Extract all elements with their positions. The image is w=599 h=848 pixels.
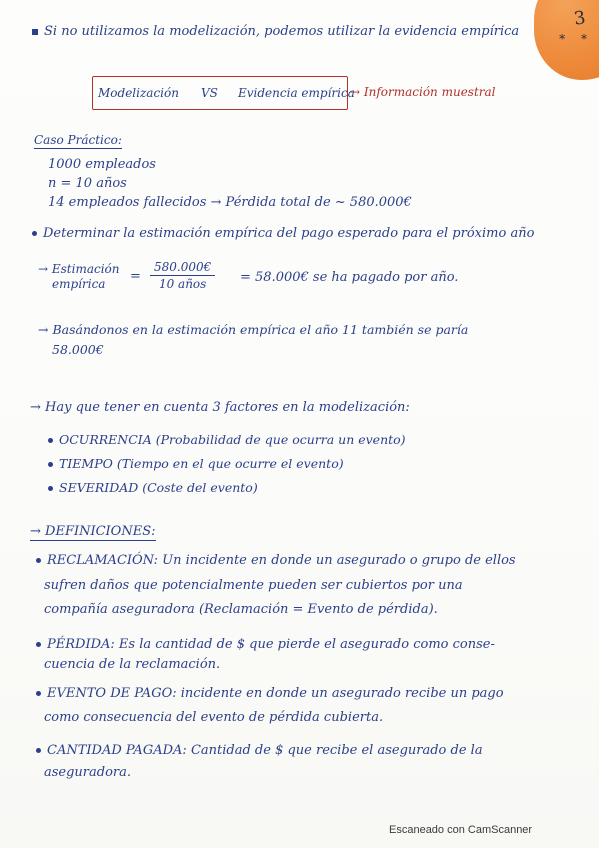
bullet-icon [36,691,41,696]
definition-term: PÉRDIDA: [47,637,115,652]
factor-text: OCURRENCIA (Probabilidad de que ocurra un evento) [59,432,406,447]
definition-4-line-2: aseguradora. [44,765,132,780]
intro-line [32,24,519,39]
page-marker: 3 [572,7,587,30]
bullet-icon [36,558,41,563]
definition-text: Un incidente en donde un asegurado o grupo de ellos [162,553,516,568]
definition-term: EVENTO DE PAGO: [47,686,177,701]
bullet-icon [36,748,41,753]
bullet-icon [32,231,37,236]
factor-item-3 [48,480,258,495]
case-line-3: 14 empleados fallecidos → Pérdida total de ~ 580.000€ [48,195,412,210]
scanner-watermark: Escaneado con CamScanner [389,824,533,836]
case-heading-text: Caso Práctico: [34,133,122,147]
factor-item-2 [48,456,344,471]
conclusion-line-1: → Basándonos en la estimación empírica el año 11 también se paría [38,322,469,337]
factor-item-1 [48,432,406,447]
definition-term: CANTIDAD PAGADA: [47,743,187,758]
definition-1-line-3: compañía aseguradora (Reclamación = Evento de pérdida). [44,602,438,617]
factor-text: SEVERIDAD (Coste del evento) [59,480,258,495]
case-heading [34,133,122,147]
task-line [32,226,534,241]
bullet-icon [48,462,53,467]
formula-equals: = [130,269,141,284]
case-line-1: 1000 empleados [48,157,156,172]
intro-text: Si no utilizamos la modelización, podemos utilizar la evidencia empírica [44,24,520,39]
definitions-heading-text: → DEFINICIONES: [30,524,156,539]
conclusion-line-2: 58.000€ [52,342,104,357]
fraction-numerator: 580.000€ [150,260,215,276]
comparison-right: Evidencia empírica [238,86,355,100]
definition-1-line-1 [36,553,516,568]
case-line-2: n = 10 años [48,176,127,191]
factors-intro: → Hay que tener en cuenta 3 factores en la modelización: [30,400,410,415]
definition-3-line-2: como consecuencia del evento de pérdida cubierta. [44,710,384,725]
factor-text: TIEMPO (Tiempo en el que ocurre el evento) [59,456,344,471]
definition-2-line-2: cuencia de la reclamación. [44,657,221,672]
definitions-heading [30,524,156,539]
definition-4-line-1 [36,743,483,758]
comparison-note: → Información muestral [350,85,496,99]
definition-text: Es la cantidad de $ que pierde el asegurado como conse- [118,637,495,652]
bullet-icon [48,486,53,491]
formula-label-1: → Estimación [38,262,120,276]
bullet-icon [48,438,53,443]
formula-label-2: empírica [52,277,106,291]
definition-1-line-2: sufren daños que potencialmente pueden ser cubiertos por una [44,578,463,593]
formula-fraction [150,260,215,291]
square-bullet-icon [32,29,38,35]
bullet-icon [36,642,41,647]
formula-result: = 58.000€ se ha pagado por año. [240,270,459,285]
task-text: Determinar la estimación empírica del pago esperado para el próximo año [43,226,535,241]
definition-text: Cantidad de $ que recibe el asegurado de la [190,743,483,758]
definition-3-line-1 [36,686,504,701]
comparison-vs: VS [201,86,218,100]
definition-2-line-1 [36,637,495,652]
page-stars: * * [559,32,593,46]
definition-term: RECLAMACIÓN: [47,553,158,568]
fraction-denominator: 10 años [158,277,207,291]
definition-text: incidente en donde un asegurado recibe un pago [180,686,504,701]
comparison-left: Modelización [98,86,179,100]
